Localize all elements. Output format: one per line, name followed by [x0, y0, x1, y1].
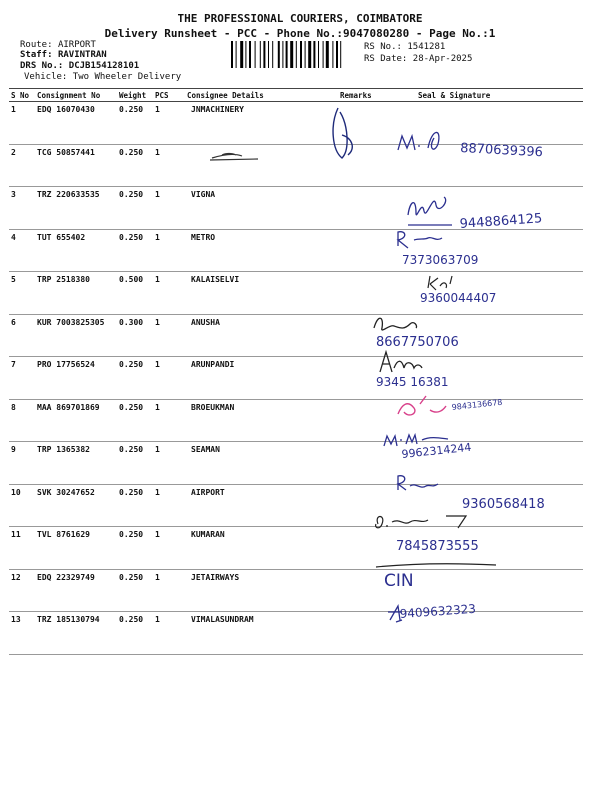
row-remarks [338, 527, 394, 570]
row-seal-signature [394, 357, 583, 400]
row-pcs: 1 [153, 272, 185, 315]
row-consignee: ANUSHA [185, 314, 338, 357]
row-seal-signature [394, 569, 583, 612]
barcode-bar [305, 41, 306, 68]
row-sno: 13 [9, 612, 35, 655]
row-consignee: SEAMAN [185, 442, 338, 485]
row-pcs: 1 [153, 229, 185, 272]
rs-date-label: RS Date: [364, 54, 408, 64]
row-sno: 6 [9, 314, 35, 357]
row-weight: 0.250 [117, 612, 153, 655]
row-seal-signature [394, 399, 583, 442]
row-pcs: 1 [153, 144, 185, 187]
row-consignee: JNMACHINERY [185, 102, 338, 145]
row-sno: 2 [9, 144, 35, 187]
rs-no-label: RS No.: [364, 42, 402, 52]
route-line [20, 40, 96, 50]
row-remarks [338, 399, 394, 442]
drs-line [20, 61, 139, 71]
row-sno: 12 [9, 569, 35, 612]
row-seal-signature [394, 484, 583, 527]
row-weight: 0.250 [117, 144, 153, 187]
row-seal-signature [394, 229, 583, 272]
table-row [9, 442, 583, 485]
table-row [9, 144, 583, 187]
staff-value: RAVINTRAN [57, 50, 107, 60]
row-seal-signature [394, 442, 583, 485]
row-consignment-no: TCG 50857441 [35, 144, 117, 187]
row-consignment-no: EDQ 16070430 [35, 102, 117, 145]
row-weight: 0.250 [117, 102, 153, 145]
row-consignee: AIRPORT [185, 484, 338, 527]
barcode-bar [332, 41, 333, 68]
row-consignment-no: TRP 2518380 [35, 272, 117, 315]
row-consignment-no: TVL 8761629 [35, 527, 117, 570]
drs-value: DCJB154128101 [68, 61, 140, 71]
barcode-bar [263, 41, 265, 68]
row-sno: 4 [9, 229, 35, 272]
table-row [9, 187, 583, 230]
table-row [9, 399, 583, 442]
barcode-bar [249, 41, 251, 68]
route-label: Route: [20, 40, 53, 50]
barcode-bar [300, 41, 302, 68]
table-row [9, 272, 583, 315]
row-sno: 8 [9, 399, 35, 442]
row-consignee: VIMALASUNDRAM [185, 612, 338, 655]
row-remarks [338, 144, 394, 187]
row-consignment-no: KUR 7003825305 [35, 314, 117, 357]
barcode-bar [340, 41, 341, 68]
runsheet-table [9, 88, 583, 655]
barcode-bar [313, 41, 315, 68]
row-sno: 7 [9, 357, 35, 400]
row-consignment-no: PRO 17756524 [35, 357, 117, 400]
row-consignee: VIGNA [185, 187, 338, 230]
col-header-remarks: Remarks [338, 89, 394, 102]
phone-8: 9843136678 [451, 397, 503, 412]
table-row [9, 612, 583, 655]
phone-1: 8870639396 [459, 141, 544, 161]
barcode-bar [240, 41, 243, 68]
barcode-bar [245, 41, 246, 68]
col-header-pcs: PCS [153, 89, 185, 102]
phone-11: 7845873555 [396, 539, 479, 554]
rs-no-line [364, 42, 445, 52]
runsheet-subtitle: Delivery Runsheet - PCC - Phone No.:9047080280 - Page No.:1 [104, 27, 496, 40]
row-remarks [338, 229, 394, 272]
row-consignment-no: SVK 30247652 [35, 484, 117, 527]
text-12: CIN [384, 571, 414, 591]
row-remarks [338, 187, 394, 230]
row-pcs: 1 [153, 102, 185, 145]
barcode [230, 41, 356, 68]
phone-7: 9345 16381 [376, 375, 449, 389]
table-header-row [9, 89, 583, 102]
row-weight: 0.250 [117, 399, 153, 442]
row-consignment-no: TUT 655402 [35, 229, 117, 272]
row-seal-signature [394, 527, 583, 570]
row-remarks [338, 357, 394, 400]
row-seal-signature [394, 187, 583, 230]
row-consignee: ARUNPANDI [185, 357, 338, 400]
phone-10: 9360568418 [462, 497, 545, 512]
phone-6: 8667750706 [376, 335, 459, 350]
row-consignment-no: TRP 1365382 [35, 442, 117, 485]
row-pcs: 1 [153, 484, 185, 527]
row-sno: 11 [9, 527, 35, 570]
row-consignment-no: TRZ 185130794 [35, 612, 117, 655]
phone-9: 9962314244 [400, 440, 472, 461]
row-weight: 0.250 [117, 229, 153, 272]
row-remarks [338, 569, 394, 612]
row-remarks [338, 612, 394, 655]
row-pcs: 1 [153, 187, 185, 230]
col-header-seal: Seal & Signature [394, 89, 583, 102]
staff-line [20, 50, 107, 60]
row-remarks [338, 442, 394, 485]
row-pcs: 1 [153, 527, 185, 570]
vehicle-line [24, 72, 181, 82]
row-sno: 9 [9, 442, 35, 485]
rs-date-value: 28-Apr-2025 [412, 54, 473, 64]
row-pcs: 1 [153, 612, 185, 655]
barcode-bar [326, 41, 329, 68]
row-consignee: JETAIRWAYS [185, 569, 338, 612]
barcode-bar [272, 41, 273, 68]
table-row [9, 484, 583, 527]
row-sno: 5 [9, 272, 35, 315]
row-consignee: BROEUKMAN [185, 399, 338, 442]
row-pcs: 1 [153, 357, 185, 400]
row-weight: 0.250 [117, 527, 153, 570]
row-consignment-no: EDQ 22329749 [35, 569, 117, 612]
col-header-consignment: Consignment No [35, 89, 117, 102]
barcode-bar [318, 41, 319, 68]
row-seal-signature [394, 144, 583, 187]
table-row [9, 229, 583, 272]
row-weight: 0.250 [117, 484, 153, 527]
table-row [9, 569, 583, 612]
rs-no-value: 1541281 [407, 42, 446, 52]
staff-label: Staff: [20, 50, 53, 60]
row-weight: 0.500 [117, 272, 153, 315]
row-consignee: KUMARAN [185, 527, 338, 570]
row-remarks [338, 314, 394, 357]
row-pcs: 1 [153, 442, 185, 485]
table-row [9, 314, 583, 357]
barcode-bar [296, 41, 297, 68]
row-seal-signature [394, 102, 583, 145]
phone-5: 9360044407 [420, 291, 497, 305]
row-pcs: 1 [153, 569, 185, 612]
route-value: AIRPORT [57, 40, 96, 50]
barcode-bar [336, 41, 338, 68]
row-seal-signature [394, 314, 583, 357]
barcode-bar [236, 41, 237, 68]
row-weight: 0.250 [117, 569, 153, 612]
row-remarks [338, 102, 394, 145]
row-sno: 3 [9, 187, 35, 230]
phone-13: 9409632323 [399, 601, 477, 621]
barcode-bar [290, 41, 293, 68]
table-row [9, 527, 583, 570]
company-title: THE PROFESSIONAL COURIERS, COIMBATORE [177, 12, 423, 25]
row-pcs: 1 [153, 399, 185, 442]
phone-3: 9448864125 [459, 211, 543, 232]
phone-4: 7373063709 [402, 253, 479, 267]
row-pcs: 1 [153, 314, 185, 357]
barcode-bar [255, 41, 256, 68]
table-row [9, 102, 583, 145]
table-row [9, 357, 583, 400]
col-header-sno: S No [9, 89, 35, 102]
barcode-bar [231, 41, 233, 68]
barcode-bar [308, 41, 311, 68]
barcode-bar [282, 41, 283, 68]
row-consignment-no: MAA 869701869 [35, 399, 117, 442]
row-seal-signature [394, 272, 583, 315]
row-sno: 1 [9, 102, 35, 145]
row-weight: 0.250 [117, 187, 153, 230]
col-header-consignee: Consignee Details [185, 89, 338, 102]
barcode-bar [323, 41, 324, 68]
row-consignee: KALAISELVI [185, 272, 338, 315]
drs-label: DRS No.: [20, 61, 64, 71]
row-consignee [185, 144, 338, 187]
row-weight: 0.300 [117, 314, 153, 357]
row-seal-signature [394, 612, 583, 655]
vehicle-label: Vehicle: [24, 72, 68, 82]
row-remarks [338, 272, 394, 315]
vehicle-value: Two Wheeler Delivery [72, 72, 182, 82]
row-remarks [338, 484, 394, 527]
row-sno: 10 [9, 484, 35, 527]
row-consignee: METRO [185, 229, 338, 272]
barcode-bar [286, 41, 288, 68]
barcode-bar [278, 41, 280, 68]
col-header-weight: Weight [117, 89, 153, 102]
row-weight: 0.250 [117, 442, 153, 485]
barcode-bar [268, 41, 269, 68]
rs-date-line [364, 54, 472, 64]
barcode-bar [260, 41, 261, 68]
row-weight: 0.250 [117, 357, 153, 400]
row-consignment-no: TRZ 220633535 [35, 187, 117, 230]
